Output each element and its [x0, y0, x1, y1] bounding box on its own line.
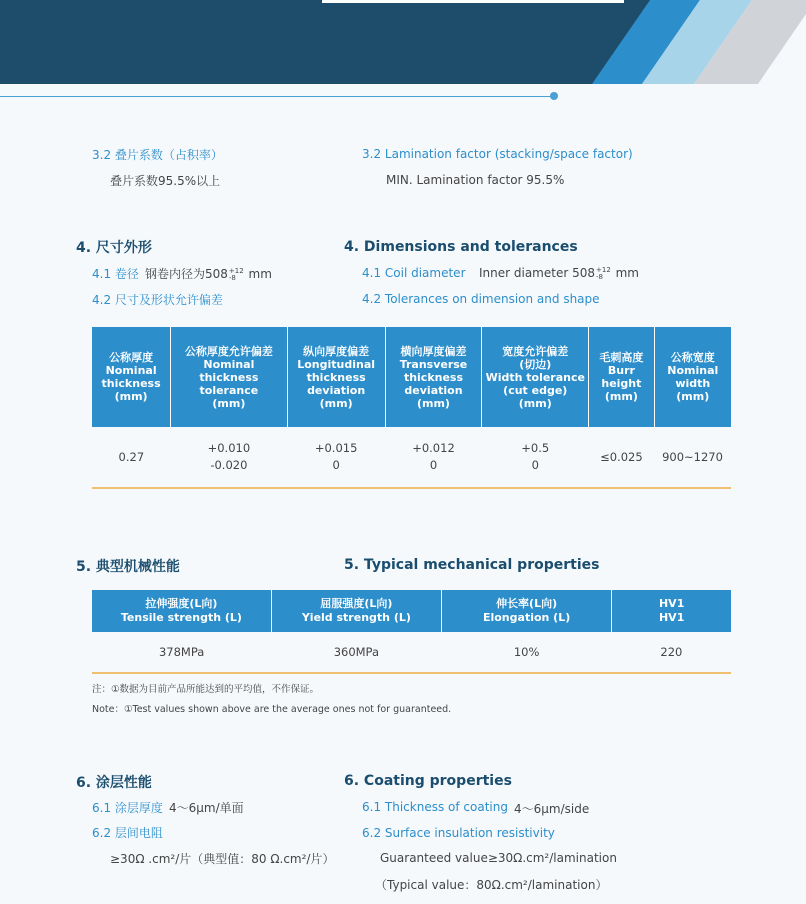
coating-thickness-label-zh: 6.1 涂层厚度	[92, 801, 163, 815]
coating-thickness-value-en: 4～6μm/side	[514, 802, 590, 816]
divider-line	[0, 96, 555, 97]
header-cell	[385, 327, 482, 427]
header-white-notch	[322, 0, 624, 3]
header-cell	[92, 590, 271, 632]
header-en: HV1	[658, 611, 685, 624]
header-en: height	[601, 377, 642, 390]
header-zh: 拉伸强度(L向)	[145, 597, 218, 610]
cell-value: 0.27	[118, 449, 145, 464]
cell-value: 0	[332, 458, 340, 472]
mechanical-properties-table	[92, 590, 731, 674]
header-zh: 纵向厚度偏差	[303, 344, 370, 358]
coating-heading-zh: 6. 涂层性能	[76, 775, 152, 791]
table-row	[92, 427, 731, 488]
dimensions-heading-en: 4. Dimensions and tolerances	[344, 239, 578, 255]
header-cell	[271, 590, 441, 632]
coating-thickness-label-en: 6.1 Thickness of coating	[362, 800, 508, 814]
lamination-value-en: MIN. Lamination factor 95.5%	[386, 173, 565, 187]
table-header-row	[92, 327, 731, 427]
table-row	[92, 632, 731, 673]
mechanical-heading-zh: 5. 典型机械性能	[76, 559, 180, 575]
cell-value: +0.012	[412, 441, 455, 455]
lamination-title-en: 3.2 Lamination factor (stacking/space factor)	[362, 147, 633, 161]
header-en: Nominal thickness	[199, 357, 259, 384]
header-en: Yield strength (L)	[301, 611, 411, 624]
table-cell: 10%	[441, 632, 611, 673]
header-en: Elongation (L)	[482, 611, 571, 624]
table-cell: 378MPa	[92, 632, 271, 673]
coating-thickness-value-zh: 4～6μm/单面	[169, 801, 244, 815]
header-en: tolerance	[199, 383, 259, 397]
shape-tolerance-label-en: 4.2 Tolerances on dimension and shape	[362, 292, 600, 306]
header-en: (cut edge)	[503, 383, 568, 397]
table-cell	[92, 427, 171, 488]
header-zh: 宽度允许偏差	[502, 344, 569, 358]
lamination-title-zh: 3.2 叠片系数（占积率）	[92, 148, 223, 162]
header-en: thickness	[101, 377, 161, 390]
header-cell	[92, 327, 171, 427]
header-en: deviation	[307, 383, 366, 397]
resistivity-typical-en: （Typical value：80Ω.cm²/lamination）	[375, 878, 608, 892]
cell-value: 0	[531, 458, 539, 472]
table-header-row	[92, 590, 731, 632]
table-cell: 220	[612, 632, 731, 673]
header-cell	[482, 327, 589, 427]
header-cell	[589, 327, 654, 427]
table-cell	[589, 427, 654, 488]
header-unit: (mm)	[319, 396, 353, 410]
header-en: Longitudinal	[297, 357, 376, 371]
mechanical-heading-en: 5. Typical mechanical properties	[344, 557, 600, 573]
divider-dot	[550, 92, 558, 100]
cell-value: -0.020	[210, 458, 248, 472]
header-zh: 公称厚度允许偏差	[184, 344, 273, 358]
coil-diameter-label-en: 4.1 Coil diameter	[362, 266, 466, 280]
note-zh: 注：①数据为目前产品所能达到的平均值，不作保证。	[92, 684, 320, 695]
table-cell	[287, 427, 385, 488]
table-cell	[654, 427, 731, 488]
resistivity-guaranteed-en: Guaranteed value≥30Ω.cm²/lamination	[380, 851, 617, 865]
header-zh: 屈服强度(L向)	[320, 597, 393, 610]
header-cell	[654, 327, 731, 427]
header-banner	[0, 0, 806, 84]
header-en: thickness	[306, 370, 366, 384]
coating-heading-en: 6. Coating properties	[344, 773, 512, 789]
header-unit: (mm)	[604, 390, 638, 403]
resistivity-label-en: 6.2 Surface insulation resistivity	[362, 826, 555, 840]
header-unit: (mm)	[518, 396, 552, 410]
lamination-value-zh: 叠片系数95.5%以上	[110, 174, 221, 188]
table-cell	[171, 427, 287, 488]
header-en: Nominal	[667, 364, 719, 377]
coil-diameter-label-zh: 4.1 卷径	[92, 267, 139, 281]
cell-value: +0.015	[314, 441, 358, 455]
header-en: Burr	[607, 364, 635, 377]
cell-value: +0.010	[207, 441, 251, 455]
header-en: Transverse	[399, 357, 468, 371]
header-en: width	[675, 377, 711, 390]
header-unit: (mm)	[676, 390, 710, 403]
header-unit: (mm)	[114, 390, 148, 403]
header-cell	[612, 590, 731, 632]
header-en: thickness	[403, 370, 464, 384]
resistivity-value-zh: ≥30Ω .cm²/片（典型值：80 Ω.cm²/片）	[110, 852, 335, 866]
cell-value: ≤0.025	[600, 449, 643, 464]
cell-value: 0	[429, 458, 438, 472]
header-zh: 公称厚度	[109, 351, 154, 364]
header-zh: HV1	[658, 597, 685, 610]
cell-value: 900~1270	[662, 449, 723, 464]
header-unit: (mm)	[212, 396, 246, 410]
table-cell: 360MPa	[271, 632, 441, 673]
header-en: (切边)	[519, 357, 552, 371]
dimension-tolerance-table	[92, 327, 731, 489]
header-dark-band	[0, 0, 624, 84]
header-zh: 公称宽度	[670, 351, 715, 364]
header-unit: (mm)	[416, 396, 450, 410]
header-cell	[441, 590, 611, 632]
header-zh: 横向厚度偏差	[400, 344, 467, 358]
header-en: Nominal	[105, 364, 157, 377]
table-cell	[482, 427, 589, 488]
shape-tolerance-label-zh: 4.2 尺寸及形状允许偏差	[92, 293, 223, 307]
header-en: Tensile strength (L)	[120, 611, 242, 624]
note-en: Note：①Test values shown above are the average ones not for guaranteed.	[92, 704, 452, 715]
coil-diameter-value-en: Inner diameter 508 +12 -8 mm	[479, 265, 639, 281]
header-cell	[287, 327, 385, 427]
coil-diameter-value-zh: 钢卷内径为508 +12 -8 mm	[145, 266, 272, 282]
header-en: deviation	[404, 383, 463, 397]
resistivity-label-zh: 6.2 层间电阻	[92, 826, 163, 840]
header-cell	[171, 327, 287, 427]
header-zh: 伸长率(L向)	[496, 597, 558, 610]
table-cell	[385, 427, 482, 488]
header-en: Width tolerance	[485, 370, 585, 384]
cell-value: +0.5	[521, 441, 550, 455]
dimensions-heading-zh: 4. 尺寸外形	[76, 240, 152, 256]
header-zh: 毛刺高度	[599, 351, 644, 364]
